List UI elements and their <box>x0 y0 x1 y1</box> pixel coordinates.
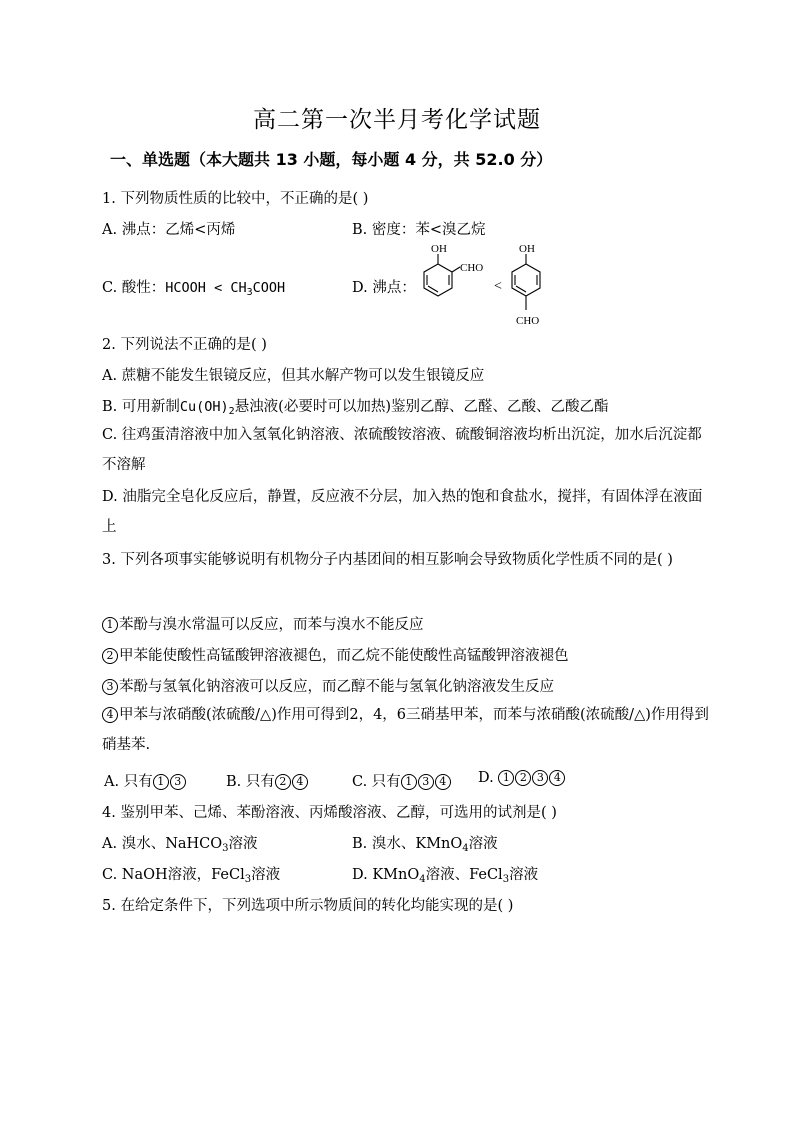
circled-number: 2 <box>102 648 118 664</box>
option-text: 溶液、FeCl <box>425 867 503 883</box>
formula-subscript: 2 <box>228 406 235 417</box>
option-text: 溶液 <box>251 867 281 883</box>
oh-label: OH <box>519 243 535 255</box>
q5-stem: 5. 在给定条件下，下列选项中所示物质间的转化均能实现的是( ) <box>102 898 514 914</box>
q1-structure-diagram <box>412 240 572 335</box>
q1-stem: 1. 下列物质性质的比较中，不正确的是( ) <box>102 191 369 207</box>
formula-part: Cu(OH) <box>179 399 229 415</box>
formula-subscript: 3 <box>244 874 252 885</box>
statement-text: 苯酚与溴水常温可以反应，而苯与溴水不能反应 <box>119 617 424 633</box>
option-label: B. 只有 <box>226 774 275 790</box>
q1-option-c <box>102 276 285 298</box>
circled-number: 4 <box>435 774 451 790</box>
oh-label: OH <box>431 243 447 255</box>
para-hydroxybenzaldehyde-structure <box>512 254 540 310</box>
q4-option-d <box>352 863 538 885</box>
option-text: 溶液 <box>509 867 539 883</box>
option-label: A. 只有 <box>104 774 153 790</box>
q3-option-a <box>104 770 187 791</box>
option-text: 溶液 <box>228 836 258 852</box>
formula-subscript: 4 <box>462 843 469 854</box>
circled-number: 1 <box>498 770 514 786</box>
q2-option-b-formula <box>180 399 235 415</box>
q1-option-c-label: C. 酸性： <box>102 280 166 296</box>
circled-number: 2 <box>275 774 291 790</box>
option-text: 溶液 <box>468 836 498 852</box>
circled-number: 3 <box>170 774 186 790</box>
q3-stem: 3. 下列各项事实能够说明有机物分子内基团间的相互影响会导致物质化学性质不同的是( ) <box>102 552 673 568</box>
cho-label: CHO <box>516 315 540 327</box>
circled-number: 3 <box>532 770 548 786</box>
q3-statement-4 <box>102 700 714 760</box>
formula-subscript: 4 <box>419 874 426 885</box>
circled-number: 4 <box>102 707 118 723</box>
section-heading: 一、单选题（本大题共 13 小题，每小题 4 分，共 52.0 分） <box>110 150 553 169</box>
q1-option-d: D. 沸点： <box>352 280 416 296</box>
cho-label: CHO <box>460 262 484 274</box>
q1-option-a: A. 沸点：乙烯<丙烯 <box>102 222 236 238</box>
q4-stem: 4. 鉴别甲苯、己烯、苯酚溶液、丙烯酸溶液、乙醇，可选用的试剂是( ) <box>102 805 557 821</box>
q4-option-c <box>102 863 280 885</box>
q2-option-b-text: B. 可用新制 <box>102 399 180 415</box>
q3-statement-1 <box>102 613 424 634</box>
q2-option-a: A. 蔗糖不能发生银镜反应，但其水解产物可以发生银镜反应 <box>102 368 485 384</box>
option-text: B. 溴水、KMnO <box>352 836 463 852</box>
q4-option-b <box>352 832 498 854</box>
q2-option-c: C. 往鸡蛋清溶液中加入氢氧化钠溶液、浓硫酸铵溶液、硫酸铜溶液均析出沉淀，加水后沉淀都不溶解 <box>102 427 702 473</box>
q3-statement-3 <box>102 675 554 696</box>
q2-option-b <box>102 395 609 417</box>
formula-subscript: 3 <box>222 843 229 854</box>
less-than-sign: < <box>494 279 502 294</box>
q2-option-b-text: 悬浊液(必要时可以加热)鉴别乙醇、乙醛、乙酸、乙酸乙酯 <box>234 399 609 415</box>
circled-number: 1 <box>401 774 417 790</box>
option-label: C. 只有 <box>352 774 401 790</box>
circled-number: 3 <box>102 679 118 695</box>
q2-option-d: D. 油脂完全皂化反应后，静置，反应液不分层，加入热的饱和食盐水，搅拌，有固体浮在液面上 <box>102 489 703 535</box>
circled-number: 4 <box>292 774 308 790</box>
formula-part: HCOOH < CH <box>165 280 247 296</box>
ortho-hydroxybenzaldehyde-structure <box>424 254 460 296</box>
circled-number: 3 <box>418 774 434 790</box>
circled-number: 1 <box>102 617 118 633</box>
q4-option-a <box>102 832 258 854</box>
formula-subscript: 3 <box>246 287 253 298</box>
circled-number: 4 <box>549 770 565 786</box>
option-text: C. NaOH溶液，FeCl <box>102 867 245 883</box>
option-text: A. 溴水、NaHCO <box>102 836 223 852</box>
q3-statement-2 <box>102 644 569 665</box>
page-title: 高二第一次半月考化学试题 <box>253 107 541 133</box>
statement-text: 甲苯与浓硝酸(浓硫酸/△)作用可得到2，4，6三硝基甲苯，而苯与浓硝酸(浓硫酸/△)作用得到硝基苯. <box>102 707 709 753</box>
q3-option-d <box>478 770 566 786</box>
q2-stem: 2. 下列说法不正确的是( ) <box>102 337 267 353</box>
statement-text: 苯酚与氢氧化钠溶液可以反应，而乙醇不能与氢氧化钠溶液发生反应 <box>119 679 554 695</box>
statement-text: 甲苯能使酸性高锰酸钾溶液褪色，而乙烷不能使酸性高锰酸钾溶液褪色 <box>119 648 569 664</box>
q1-option-c-formula <box>165 280 285 296</box>
option-text: D. KMnO <box>352 867 420 883</box>
formula-subscript: 3 <box>502 874 510 885</box>
circled-number: 1 <box>153 774 169 790</box>
q1-option-b: B. 密度：苯<溴乙烷 <box>352 222 486 238</box>
q3-option-c <box>352 770 452 791</box>
q3-option-b <box>226 770 309 791</box>
formula-part: COOH <box>252 280 286 296</box>
circled-number: 2 <box>515 770 531 786</box>
option-label: D. <box>478 770 499 786</box>
